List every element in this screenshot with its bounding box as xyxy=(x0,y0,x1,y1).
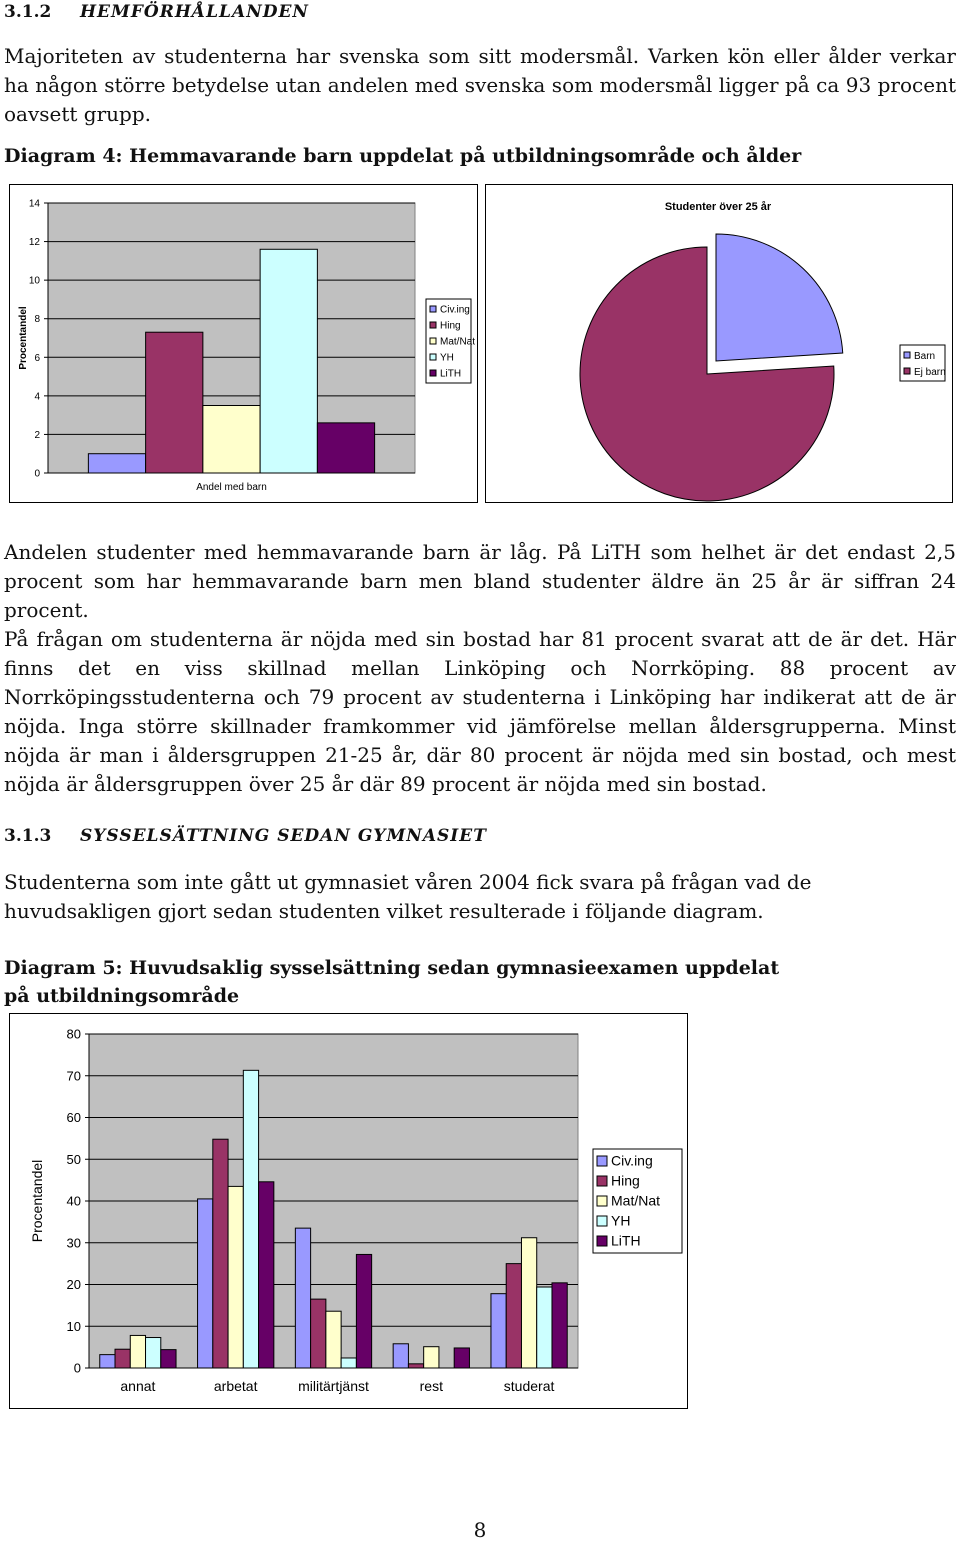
bar-lith xyxy=(356,1254,371,1368)
x-category-label: militärtjänst xyxy=(298,1378,369,1394)
bar-hing xyxy=(311,1299,326,1368)
bar-lith xyxy=(161,1350,176,1368)
y-tick-label: 0 xyxy=(34,468,40,480)
y-tick-label: 10 xyxy=(28,275,40,287)
legend-swatch xyxy=(597,1176,607,1186)
legend-label: Hing xyxy=(440,320,461,332)
bar-civ-ing xyxy=(295,1228,310,1368)
bar-mat-nat xyxy=(130,1335,145,1368)
bar-civ-ing xyxy=(88,454,145,473)
bar-civ-ing xyxy=(393,1344,408,1368)
bar-hing xyxy=(408,1364,423,1368)
y-tick-label: 70 xyxy=(66,1068,81,1084)
y-axis-label: Procentandel xyxy=(29,1159,45,1243)
y-tick-label: 0 xyxy=(73,1360,81,1376)
legend-label: YH xyxy=(611,1212,631,1229)
bar-mat-nat xyxy=(521,1238,536,1368)
y-axis-label: Procentandel xyxy=(18,306,29,370)
bar-yh xyxy=(341,1358,356,1368)
bar-civ-ing xyxy=(491,1294,506,1368)
diagram-4-pie-chart xyxy=(486,185,952,502)
legend-swatch xyxy=(597,1156,607,1166)
y-tick-label: 10 xyxy=(66,1318,81,1334)
pie-title: Studenter över 25 år xyxy=(664,201,772,213)
bar-civ-ing xyxy=(100,1355,115,1368)
section-heading-sysselsattning xyxy=(4,826,487,846)
diagram-5-caption: Diagram 5: Huvudsaklig sysselsättning sedan gymnasieexamen uppdelat på utbildningsområde xyxy=(4,957,780,1007)
section-number: 3.1.3 xyxy=(4,826,52,846)
pie-slice-barn xyxy=(716,234,843,361)
legend-swatch xyxy=(904,352,910,358)
section-number: 3.1.2 xyxy=(4,2,52,22)
diagram-4-pie-chart-frame xyxy=(485,184,953,503)
page-number: 8 xyxy=(473,1518,487,1542)
x-category-label: Andel med barn xyxy=(196,482,267,493)
bar-yh xyxy=(537,1287,552,1368)
bar-lith xyxy=(259,1182,274,1368)
x-category-label: studerat xyxy=(503,1378,555,1394)
y-tick-label: 6 xyxy=(34,352,40,364)
legend-swatch xyxy=(597,1216,607,1226)
legend-label: LiTH xyxy=(440,368,462,380)
legend-swatch xyxy=(430,338,436,344)
y-tick-label: 4 xyxy=(34,391,40,403)
y-tick-label: 12 xyxy=(28,237,40,249)
section-heading-hemforhallanden xyxy=(4,2,309,22)
bar-yh xyxy=(146,1338,161,1368)
diagram-4-bar-chart xyxy=(10,185,477,502)
bar-hing xyxy=(146,332,203,473)
legend-label: Barn xyxy=(914,351,936,362)
y-tick-label: 60 xyxy=(66,1110,81,1126)
bar-yh xyxy=(260,249,317,473)
y-tick-label: 80 xyxy=(66,1026,81,1042)
y-tick-label: 50 xyxy=(66,1151,81,1167)
legend-label: Hing xyxy=(611,1172,640,1189)
legend-label: Civ.ing xyxy=(611,1152,653,1169)
diagram-5-bar-chart xyxy=(10,1014,687,1408)
legend-swatch xyxy=(904,368,910,374)
bar-mat-nat xyxy=(228,1186,243,1368)
bar-hing xyxy=(115,1349,130,1368)
legend-label: Mat/Nat xyxy=(440,336,476,348)
legend-swatch xyxy=(597,1196,607,1206)
legend-label: Ej barn xyxy=(914,367,946,378)
paragraph-hemmavarande-barn: Andelen studenter med hemmavarande barn är låg. På LiTH som helhet är det endast 2,5 procent som har hemmavarande barn men bland studenter äldre än 25 år är siffran 24 procent. xyxy=(4,540,956,622)
y-tick-label: 20 xyxy=(66,1277,81,1293)
y-tick-label: 30 xyxy=(66,1235,81,1251)
legend-swatch xyxy=(430,306,436,312)
bar-civ-ing xyxy=(198,1199,213,1368)
bar-hing xyxy=(506,1264,521,1368)
section-title: SYSSELSÄTTNING SEDAN GYMNASIET xyxy=(80,826,487,846)
bar-mat-nat xyxy=(326,1311,341,1368)
bar-mat-nat xyxy=(203,406,260,474)
diagram-5-bar-chart-frame xyxy=(9,1013,688,1409)
bar-mat-nat xyxy=(424,1347,439,1368)
x-category-label: annat xyxy=(120,1378,156,1394)
paragraph-bostad: På frågan om studenterna är nöjda med sin bostad har 81 procent svarat att de är det. Här finns det en viss skillnad mellan Linköping och Norrköping. 88 procent av Norrköpingsstudenterna och 79 procent av studenterna i Linköping har indikerat att de är nöjda. Inga större skillnader framkommer vid jämförelse mellan åldersgrupperna. Minst nöjda är man i åldersgruppen 21-25 år, där 80 procent är nöjda med sin bostad, och mest nöjda är åldersgruppen över 25 år där 89 procent är nöjda med sin bostad. xyxy=(4,627,956,796)
legend-swatch xyxy=(430,354,436,360)
y-tick-label: 2 xyxy=(34,429,40,441)
legend-label: Mat/Nat xyxy=(611,1192,661,1209)
y-tick-label: 40 xyxy=(66,1193,81,1209)
legend-label: Civ.ing xyxy=(440,304,470,316)
y-tick-label: 14 xyxy=(28,198,40,210)
section-title: HEMFÖRHÅLLANDEN xyxy=(80,2,309,22)
diagram-4-caption: Diagram 4: Hemmavarande barn uppdelat på utbildningsområde och ålder xyxy=(4,145,802,167)
bar-hing xyxy=(213,1139,228,1368)
paragraph-modersmal: Majoriteten av studenterna har svenska som sitt modersmål. Varken kön eller ålder verkar ha någon större betydelse utan andelen med svenska som modersmål ligger på ca 93 procent oavsett grupp. xyxy=(4,44,956,126)
paragraph-sysselsattning: Studenterna som inte gått ut gymnasiet våren 2004 fick svara på frågan vad de huvudsakligen gjort sedan studenten vilket resulterade i följande diagram. xyxy=(4,870,812,923)
bar-yh xyxy=(243,1070,258,1368)
legend-swatch xyxy=(597,1236,607,1246)
legend-label: YH xyxy=(440,352,454,364)
bar-lith xyxy=(454,1348,469,1368)
x-category-label: rest xyxy=(419,1378,443,1394)
bar-lith xyxy=(552,1283,567,1368)
x-category-label: arbetat xyxy=(213,1378,258,1394)
bar-lith xyxy=(317,423,374,473)
legend-swatch xyxy=(430,322,436,328)
legend-swatch xyxy=(430,370,436,376)
diagram-4-bar-chart-frame xyxy=(9,184,478,503)
legend-label: LiTH xyxy=(611,1232,641,1249)
y-tick-label: 8 xyxy=(34,314,40,326)
